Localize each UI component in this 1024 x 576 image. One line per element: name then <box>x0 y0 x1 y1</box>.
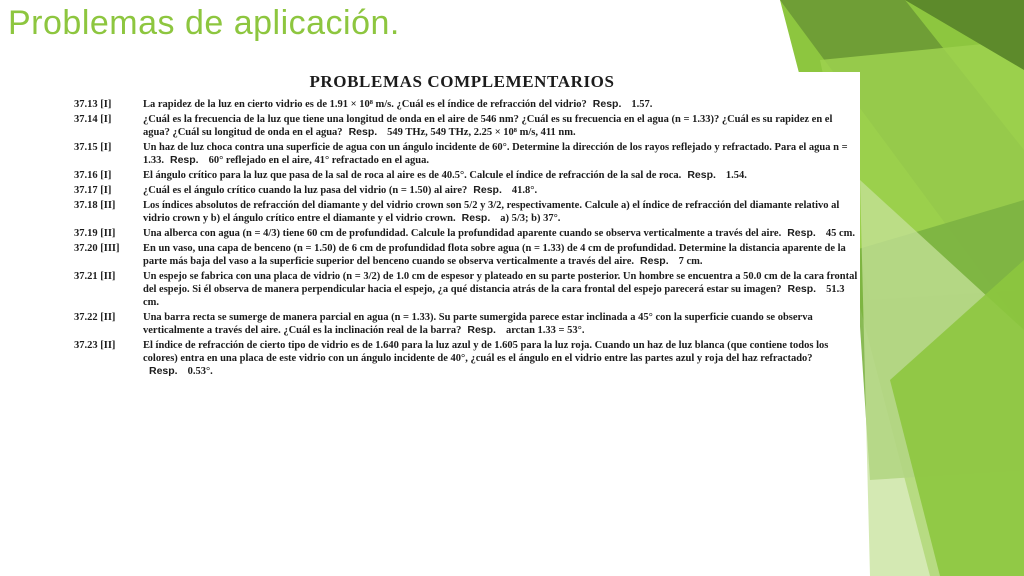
problem-number: 37.14 [I] <box>74 114 112 125</box>
problem-list <box>64 98 860 378</box>
problem-number: 37.16 [I] <box>74 170 112 181</box>
problem-number: 37.13 [I] <box>74 99 112 110</box>
answer-label: Resp. <box>787 283 817 295</box>
answer-label: Resp. <box>787 227 816 239</box>
problem-text-block <box>143 270 860 309</box>
problem-item <box>64 339 860 378</box>
problem-text-block <box>143 98 860 111</box>
problem-statement: Los índices absolutos de refracción del diamante y del vidrio crown son 5/2 y 3/2, respectivamente. Calcule a) el índice de refracción del diamante relativo al vidrio crown y b) el ángulo crítico entre el diamante y el vidrio crown. <box>143 200 840 224</box>
slide-title: Problemas de aplicación. <box>8 4 400 42</box>
problem-item <box>64 242 860 268</box>
problem-item <box>64 270 860 309</box>
answer-value: 7 cm. <box>678 256 703 267</box>
answer-label: Resp. <box>461 212 491 224</box>
problem-number: 37.21 [II] <box>74 271 116 282</box>
problem-statement: Un espejo se fabrica con una placa de vidrio (n = 3/2) de 1.0 cm de espesor y plateado en su parte posterior. Un hombre se encuentra a 50.0 cm de la cara frontal del espejo. Si él observa de manera perpendicular hacia el espejo, ¿a qué distancia atrás de la cara frontal del espejo parecerá estar su imagen? <box>143 271 858 295</box>
problem-number: 37.18 [II] <box>74 200 116 211</box>
answer-label: Resp. <box>592 98 622 110</box>
problem-item <box>64 169 860 182</box>
document-heading: PROBLEMAS COMPLEMENTARIOS <box>309 72 615 91</box>
answer-label: Resp. <box>473 184 502 196</box>
problem-statement: Una barra recta se sumerge de manera parcial en agua (n = 1.33). Su parte sumergida parece estar inclinada a 45° con la superficie cuando se observa verticalmente a través del aire. ¿Cuál es la inclinación real de la barra? <box>143 312 813 336</box>
answer-label: Resp. <box>149 365 178 377</box>
answer-label: Resp. <box>467 324 496 336</box>
problem-text-block <box>143 227 860 240</box>
problem-item <box>64 98 860 111</box>
problem-number: 37.17 [I] <box>74 185 112 196</box>
answer-value: 45 cm. <box>825 228 855 239</box>
problem-number: 37.19 [II] <box>74 228 116 239</box>
problem-text-block <box>143 169 860 182</box>
problem-number: 37.23 [II] <box>74 340 116 351</box>
problem-number: 37.22 [II] <box>74 312 116 323</box>
problem-text-block <box>143 339 860 378</box>
problem-statement: La rapidez de la luz en cierto vidrio es de 1.91 × 10⁸ m/s. ¿Cuál es el índice de refracción del vidrio? <box>143 99 587 110</box>
problem-text-block <box>143 184 860 197</box>
problem-text-block <box>143 311 860 337</box>
problem-item <box>64 227 860 240</box>
answer-value: 549 THz, 549 THz, 2.25 × 10⁸ m/s, 411 nm. <box>387 127 576 138</box>
answer-value: 60° reflejado en el aire, 41° refractado en el agua. <box>208 155 429 166</box>
answer-value: a) 5/3; b) 37°. <box>500 213 561 224</box>
answer-label: Resp. <box>687 169 716 181</box>
problem-item <box>64 311 860 337</box>
problem-text-block <box>143 141 860 167</box>
answer-value: 0.53°. <box>187 366 213 377</box>
answer-value: 41.8°. <box>511 185 538 196</box>
answer-value: 1.54. <box>725 170 747 181</box>
problem-statement: Una alberca con agua (n = 4/3) tiene 60 cm de profundidad. Calcule la profundidad aparente cuando se observa verticalmente a través del aire. <box>143 228 782 239</box>
problem-statement: ¿Cuál es el ángulo crítico cuando la luz pasa del vidrio (n = 1.50) al aire? <box>143 185 468 196</box>
problem-statement: Un haz de luz choca contra una superficie de agua con un ángulo incidente de 60°. Determine la dirección de los rayos reflejado y refractado. Para el agua n = 1.33. <box>143 142 848 166</box>
answer-value: arctan 1.33 = 53°. <box>505 325 585 336</box>
problem-item <box>64 199 860 225</box>
problem-text-block <box>143 113 860 139</box>
problem-number: 37.20 [III] <box>74 243 120 254</box>
problems-document <box>64 72 860 560</box>
answer-label: Resp. <box>348 126 378 138</box>
answer-value: 51.3 cm. <box>143 284 845 308</box>
answer-value: 1.57. <box>631 99 653 110</box>
problem-item <box>64 141 860 167</box>
answer-label: Resp. <box>640 255 669 267</box>
problem-text-block <box>143 242 860 268</box>
problem-text-block <box>143 199 860 225</box>
answer-label: Resp. <box>170 154 199 166</box>
problem-item <box>64 184 860 197</box>
problem-number: 37.15 [I] <box>74 142 112 153</box>
problem-statement: En un vaso, una capa de benceno (n = 1.50) de 6 cm de profundidad flota sobre agua (n = 1.33) de 4 cm de profundidad. Determine la distancia aparente de la parte más baja del vaso a la superficie superior del benceno cuando se observa verticalmente a través del aire. <box>143 243 846 267</box>
problem-statement: ¿Cuál es la frecuencia de la luz que tiene una longitud de onda en el aire de 546 nm? ¿Cuál es su frecuencia en el agua (n = 1.33)? ¿Cuál es su rapidez en el agua? ¿Cuál su longitud de onda en el agua? <box>143 114 833 138</box>
problem-item <box>64 113 860 139</box>
problem-statement: El índice de refracción de cierto tipo de vidrio es de 1.640 para la luz azul y de 1.605 para la luz roja. Cuando un haz de luz blanca (que contiene todos los colores) entra en una placa de este vidrio con un ángulo incidente de 40°, ¿cuál es el ángulo en el vidrio entre las partes azul y roja del haz refractado? <box>143 340 829 364</box>
problem-statement: El ángulo crítico para la luz que pasa de la sal de roca al aire es de 40.5°. Calcule el índice de refracción de la sal de roca. <box>143 170 682 181</box>
